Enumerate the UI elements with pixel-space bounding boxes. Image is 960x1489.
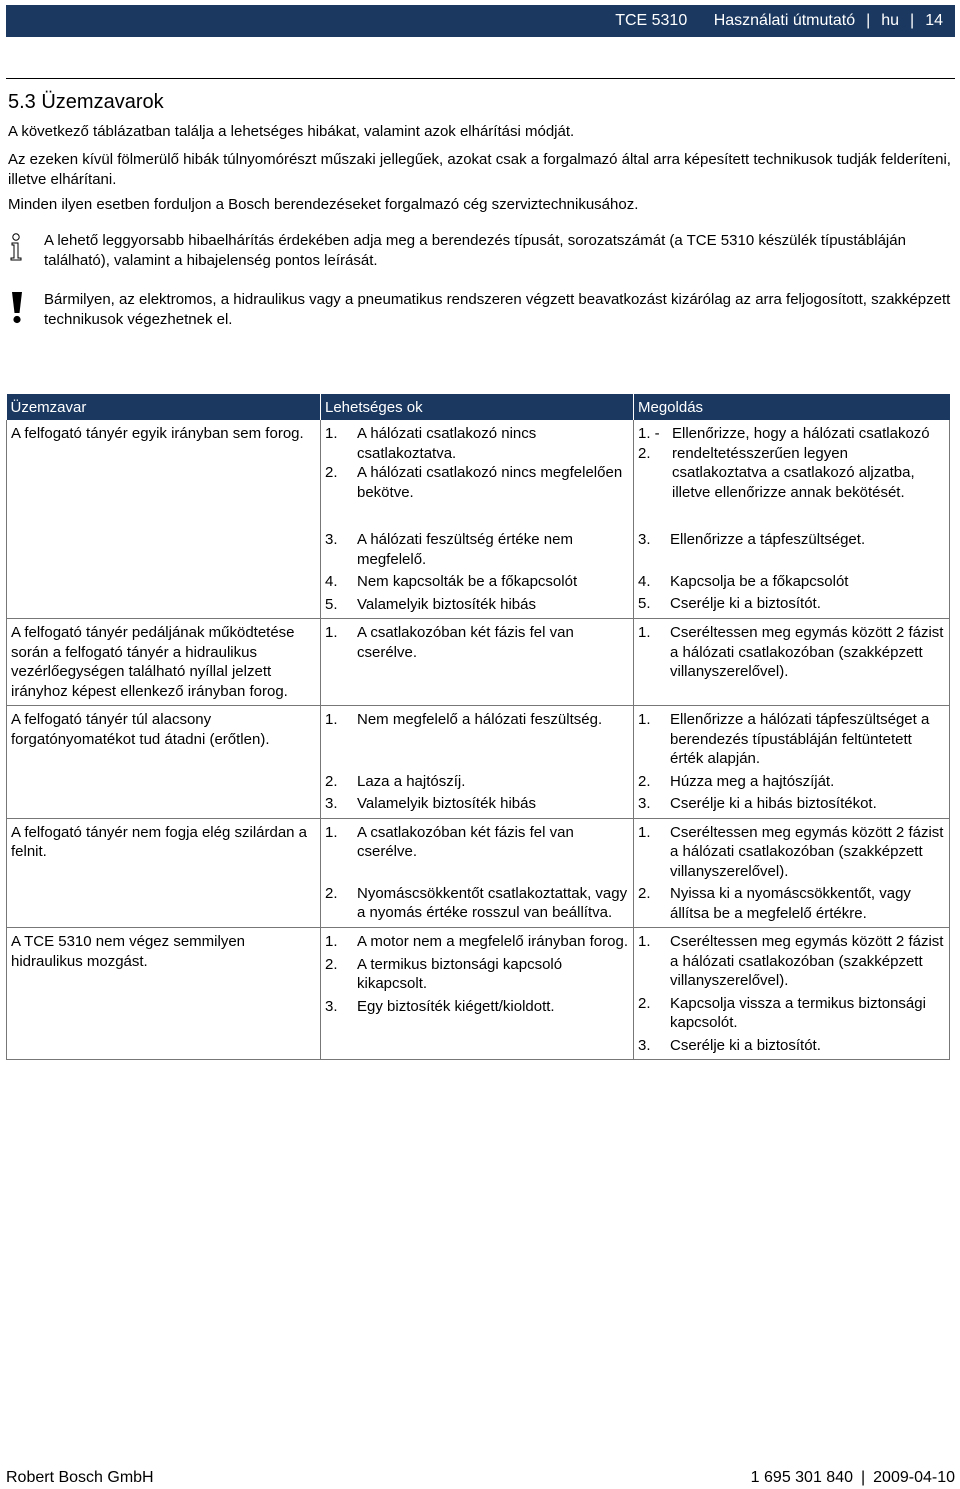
table-header-row (7, 394, 950, 420)
list-item: 3. Cserélje ki a biztosítót. (638, 1036, 821, 1054)
list-item: 3. Egy biztosíték kiégett/kioldott. (325, 997, 555, 1015)
table-row (7, 420, 950, 506)
header-language: hu (881, 12, 900, 29)
list-item: 1. A hálózati csatlakozó nincs csatlakoztatva. (325, 425, 537, 462)
causes-cell (321, 619, 634, 706)
intro-paragraph-1: A következő táblázatban találja a lehetséges hibákat, valamint azok elhárítási módját. (8, 123, 575, 140)
list-item: 1. - 2. Ellenőrizze, hogy a hálózati csatlakozó rendeltetésszerűen legyen csatlakoztatva a csatlakozó aljzatba, illetve ellenőrizze annak bekötését. (638, 425, 930, 501)
table-row (7, 706, 950, 819)
solutions-cell (634, 818, 950, 928)
fault-text: A TCE 5310 nem végez semmilyen hidraulikus mozgást. (11, 933, 246, 970)
solutions-cell (634, 706, 950, 819)
list-item: 4. Nem kapcsolták be a főkapcsolót (325, 573, 578, 590)
column-header-solutions: Megoldás (634, 394, 950, 420)
list-item: 1. A motor nem a megfelelő irányban forog. (325, 933, 628, 950)
column-header-fault: Üzemzavar (7, 394, 321, 420)
info-note: A lehető leggyorsabb hibaelhárítás érdekében adja meg a berendezés típusát, sorozatszámát (a TCE 5310 készülék típustábláján található), valamint a hibajelenség pontos leírását. (44, 232, 906, 269)
footer-company: Robert Bosch GmbH (6, 1469, 154, 1486)
fault-cell (7, 818, 321, 928)
list-item: 2. Kapcsolja vissza a termikus biztonsági kapcsolót. (638, 994, 926, 1031)
fault-cell (7, 706, 321, 819)
table-row (7, 506, 950, 619)
list-item: 3. Valamelyik biztosíték hibás (325, 795, 536, 812)
footer-date: 2009-04-10 (873, 1469, 955, 1486)
warning-note: Bármilyen, az elektromos, a hidraulikus vagy a pneumatikus rendszeren végzett beavatkozást kizárólag az arra feljogosított, szakképzett technikusok végezhetnek el. (44, 291, 951, 328)
list-item: 1. Cseréltessen meg egymás között 2 fázist a hálózati csatlakozóban (szakképzett villanyszerelővel). (638, 624, 944, 680)
causes-cell (321, 818, 634, 928)
table-row (7, 928, 950, 1060)
fault-text: A felfogató tányér egyik irányban sem forog. (11, 425, 304, 442)
section-title: 5.3 Üzemzavarok (8, 91, 164, 113)
exclamation-icon (11, 292, 23, 324)
causes-cell (321, 706, 634, 819)
list-item: 1. Cseréltessen meg egymás között 2 fázist a hálózati csatlakozóban (szakképzett villanyszerelővel). (638, 823, 944, 880)
fault-text: A felfogató tányér pedáljának működtetése során a felfogató tányér a hidraulikus vezérlőegységen található nyíllal jelzett irányhoz képest ellenkező irányban forog. (11, 624, 295, 700)
intro-paragraph-3: Minden ilyen esetben forduljon a Bosch berendezéseket forgalmazó cég szerviztechnikusához. (8, 196, 639, 213)
list-item: 1. A csatlakozóban két fázis fel van cserélve. (325, 624, 574, 661)
list-item: 2. Nyissa ki a nyomáscsökkentőt, vagy állítsa be a megfelelő értékre. (638, 885, 911, 922)
header-rule (6, 78, 955, 79)
list-item: 3. Ellenőrizze a tápfeszültséget. (638, 531, 866, 548)
header-divider: | (910, 12, 915, 29)
solutions-cell (634, 420, 950, 506)
list-item: 2. A termikus biztonsági kapcsoló kikapcsolt. (325, 955, 563, 992)
list-item: 1. Nem megfelelő a hálózati feszültség. (325, 711, 603, 728)
list-item: 4. Kapcsolja be a főkapcsolót (638, 572, 849, 590)
solutions-cell (634, 506, 950, 619)
table-row (7, 818, 950, 928)
list-item: 3. A hálózati feszültség értéke nem megfelelő. (325, 531, 573, 568)
footer-doc-number: 1 695 301 840 (750, 1469, 853, 1486)
intro-paragraph-2: Az ezeken kívül fölmerülő hibák túlnyomórészt műszaki jellegűek, azokat csak a forgalmazó által arra képesített technikusok tudják felderíteni, illetve elhárítani. (8, 151, 951, 188)
list-item: 1. Cseréltessen meg egymás között 2 fázist a hálózati csatlakozóban (szakképzett villanyszerelővel). (638, 933, 944, 989)
causes-cell (321, 420, 634, 506)
header-divider: | (866, 12, 871, 29)
list-item: 5. Cserélje ki a biztosítót. (638, 595, 821, 612)
fault-cell (7, 619, 321, 706)
list-item: 2. A hálózati csatlakozó nincs megfelelően bekötve. (325, 464, 623, 501)
fault-text: A felfogató tányér nem fogja elég szilárdan a felnit. (11, 823, 308, 860)
fault-cell (7, 420, 321, 506)
list-item: 2. Nyomáscsökkentőt csatlakoztattak, vagy a nyomás értéke rosszul van beállítva. (325, 884, 628, 921)
list-item: 3. Cserélje ki a hibás biztosítékot. (638, 795, 877, 812)
list-item: 5. Valamelyik biztosíték hibás (325, 595, 536, 613)
solutions-cell (634, 928, 950, 1060)
list-item: 2. Laza a hajtószíj. (325, 772, 466, 790)
page-header (6, 5, 955, 37)
fault-text: A felfogató tányér túl alacsony forgatónyomatékot tud átadni (erőtlen). (11, 711, 270, 748)
info-icon (8, 232, 24, 262)
header-page-number: 14 (925, 12, 943, 29)
list-item: 2. Húzza meg a hajtószíját. (638, 772, 835, 790)
causes-cell (321, 506, 634, 619)
footer-divider: | (861, 1469, 866, 1486)
fault-cell (7, 506, 321, 619)
list-item: 1. Ellenőrizze a hálózati tápfeszültséget a berendezés típustábláján feltüntetett érték alapján. (638, 711, 930, 767)
header-product: TCE 5310 (615, 12, 688, 29)
list-item: 1. A csatlakozóban két fázis fel van cserélve. (325, 823, 574, 860)
page-footer (6, 1469, 955, 1487)
solutions-cell (634, 619, 950, 706)
causes-cell (321, 928, 634, 1060)
fault-cell (7, 928, 321, 1060)
header-doc-title: Használati útmutató (713, 12, 856, 29)
table-row (7, 619, 950, 706)
troubleshooting-table (6, 394, 950, 1060)
column-header-causes: Lehetséges ok (321, 394, 634, 420)
